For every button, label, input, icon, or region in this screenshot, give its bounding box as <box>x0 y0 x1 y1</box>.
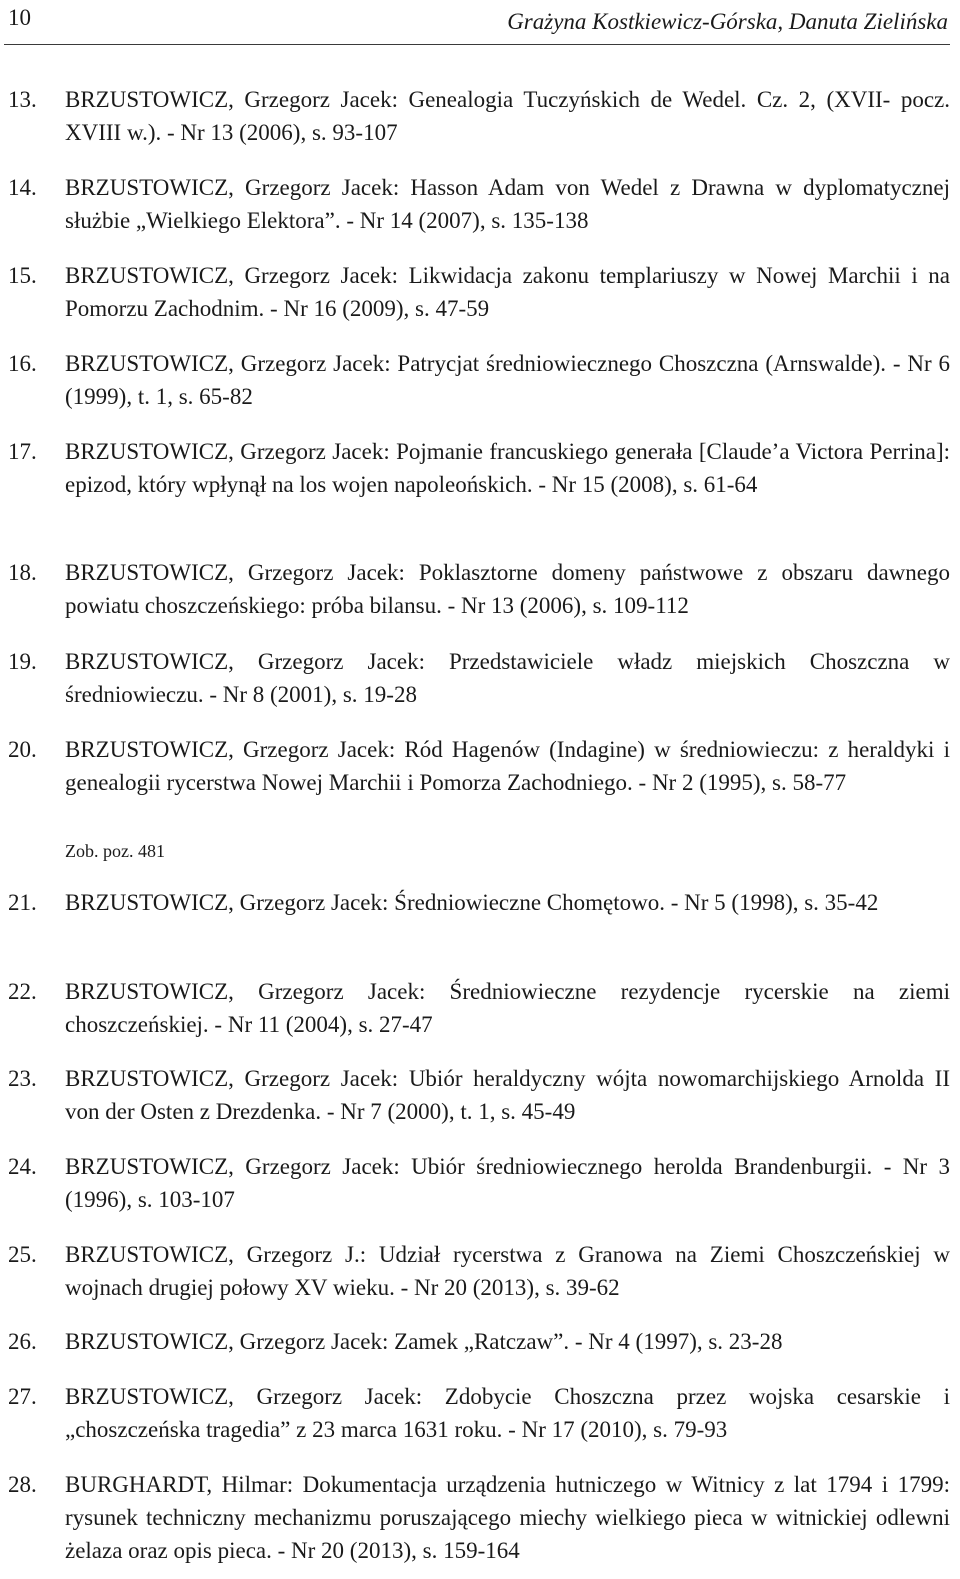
entry-text: BRZUSTOWICZ, Grzegorz Jacek: Hasson Adam von Wedel z Drawna w dyplomatycznej służbie „Wielkiego Elektora”. - Nr 14 (2007), s. 135-138 <box>65 175 950 233</box>
running-header <box>4 0 950 45</box>
entry-number: 13. <box>8 87 37 112</box>
entry-text: BRZUSTOWICZ, Grzegorz J.: Udział rycerstwa z Granowa na Ziemi Choszczeńskiej w wojnach drugiej połowy XV wieku. - Nr 20 (2013), s. 39-62 <box>65 1242 950 1300</box>
entry-text: BRZUSTOWICZ, Grzegorz Jacek: Zdobycie Choszczna przez wojska cesarskie i „choszczeńska tragedia” z 23 marca 1631 roku. - Nr 17 (2010), s. 79-93 <box>65 1384 950 1442</box>
entry-number: 26. <box>8 1329 37 1354</box>
entry-text: BRZUSTOWICZ, Grzegorz Jacek: Zamek „Ratczaw”. - Nr 4 (1997), s. 23-28 <box>65 1329 783 1354</box>
entry-text: BRZUSTOWICZ, Grzegorz Jacek: Poklasztorne domeny państwowe z obszaru dawnego powiatu choszczeńskiego: próba bilansu. - Nr 13 (2006), s. 109-112 <box>65 560 950 618</box>
entry-number: 16. <box>8 351 37 376</box>
entry-number: 20. <box>8 737 37 762</box>
running-title: Grażyna Kostkiewicz-Górska, Danuta Zielińska <box>507 9 948 34</box>
entry-number: 18. <box>8 560 37 585</box>
entry-text: BRZUSTOWICZ, Grzegorz Jacek: Ubiór heraldyczny wójta nowomarchijskiego Arnolda II von der Osten z Drezdenka. - Nr 7 (2000), t. 1, s. 45-49 <box>65 1066 950 1124</box>
entry-number: 23. <box>8 1066 37 1091</box>
entry-text: BRZUSTOWICZ, Grzegorz Jacek: Likwidacja zakonu templariuszy w Nowej Marchii i na Pomorzu Zachodnim. - Nr 16 (2009), s. 47-59 <box>65 263 950 321</box>
entry-number: 17. <box>8 439 37 464</box>
entry-number: 28. <box>8 1472 37 1497</box>
entry-text: BRZUSTOWICZ, Grzegorz Jacek: Średniowieczne rezydencje rycerskie na ziemi choszczeńskiej. - Nr 11 (2004), s. 27-47 <box>65 979 950 1037</box>
entry-number: 22. <box>8 979 37 1004</box>
entry-text: BRZUSTOWICZ, Grzegorz Jacek: Ród Hagenów (Indagine) w średniowieczu: z heraldyki i genealogii rycerstwa Nowej Marchii i Pomorza Zachodniego. - Nr 2 (1995), s. 58-77 <box>65 737 950 795</box>
entry-number: 25. <box>8 1242 37 1267</box>
cross-reference: Zob. poz. 481 <box>65 841 165 861</box>
entry-text: BRZUSTOWICZ, Grzegorz Jacek: Patrycjat średniowiecznego Choszczna (Arnswalde). - Nr 6 (1999), t. 1, s. 65-82 <box>65 351 950 409</box>
entry-text: BRZUSTOWICZ, Grzegorz Jacek: Ubiór średniowiecznego herolda Brandenburgii. - Nr 3 (1996), s. 103-107 <box>65 1154 950 1212</box>
entry-number: 15. <box>8 263 37 288</box>
entry-number: 21. <box>8 890 37 915</box>
entry-text: BURGHARDT, Hilmar: Dokumentacja urządzenia hutniczego w Witnicy z lat 1794 i 1799: rysunek techniczny mechanizmu poruszającego miechy wielkiego pieca w witnickiej odlewni żelaza oraz opis pieca. - Nr 20 (2013), s. 159-164 <box>65 1472 950 1563</box>
entry-number: 14. <box>8 175 37 200</box>
entry-number: 24. <box>8 1154 37 1179</box>
entry-text: BRZUSTOWICZ, Grzegorz Jacek: Pojmanie francuskiego generała [Claude’a Victora Perrina]: epizod, który wpłynął na los wojen napoleońskich. - Nr 15 (2008), s. 61-64 <box>65 439 950 497</box>
page-number: 10 <box>8 5 31 30</box>
entry-text: BRZUSTOWICZ, Grzegorz Jacek: Przedstawiciele władz miejskich Choszczna w średniowieczu. - Nr 8 (2001), s. 19-28 <box>65 649 950 707</box>
entry-text: BRZUSTOWICZ, Grzegorz Jacek: Genealogia Tuczyńskich de Wedel. Cz. 2, (XVII- pocz. XVIII w.). - Nr 13 (2006), s. 93-107 <box>65 87 950 145</box>
entry-text: BRZUSTOWICZ, Grzegorz Jacek: Średniowieczne Chomętowo. - Nr 5 (1998), s. 35-42 <box>65 890 879 915</box>
entry-number: 19. <box>8 649 37 674</box>
entry-number: 27. <box>8 1384 37 1409</box>
